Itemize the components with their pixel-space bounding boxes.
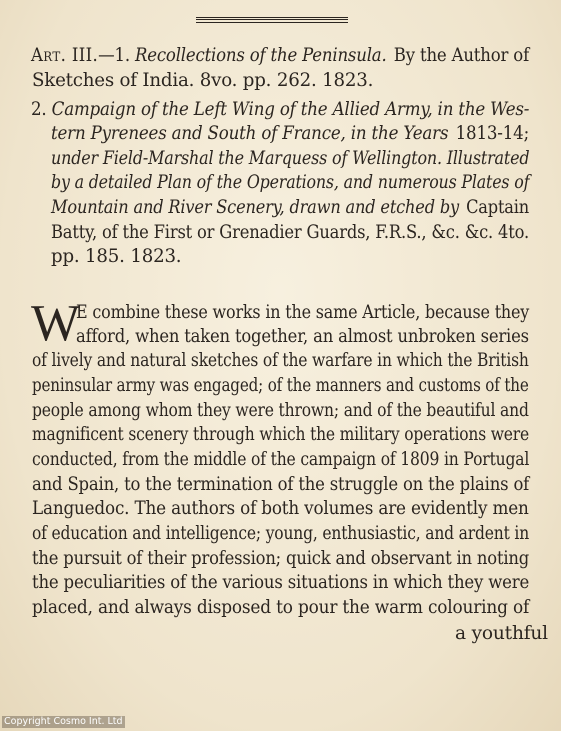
drop-cap: W [31, 295, 81, 352]
body-line-7: conducted, from the middle of the campaign of 1809 in Portugal [32, 449, 530, 470]
book2-line-5-italic: Mountain and River Scenery, drawn and etched by [51, 197, 460, 218]
book2-title-part2: tern Pyrenees and South of France, in the Years [51, 123, 449, 144]
body-line-5: people among whom they were thrown; and of the beautiful and [32, 400, 529, 421]
book2-line-1 [31, 99, 530, 120]
book1-author: By the Author of [393, 45, 529, 66]
body-line-4: peninsular army was engaged; of the manners and customs of the [32, 375, 529, 396]
body-line-3: of lively and natural sketches of the warfare in which the British [32, 350, 529, 371]
book2-line-5-roman: Captain [466, 197, 529, 218]
body-line-6: magnificent scenery through which the military operations were [32, 424, 530, 445]
body-line-12: the peculiarities of the various situations in which they were [32, 572, 530, 593]
book2-line-4: by a detailed Plan of the Operations, and numerous Plates of [51, 172, 530, 193]
body-line-13: placed, and always disposed to pour the warm colouring of [32, 597, 530, 618]
body-line-1: E combine these works in the same Article, because they [76, 302, 530, 323]
book2-line-5 [51, 199, 529, 217]
book2-line-2 [51, 125, 529, 143]
body-line-10: of education and intelligence; young, enthusiastic, and ardent in [32, 523, 530, 544]
top-rule [196, 17, 348, 23]
book2-line-6: Batty, of the First or Grenadier Guards, F.R.S., &c. &c. 4to. [51, 222, 529, 243]
body-line-2: afford, when taken together, an almost unbroken series [76, 326, 529, 347]
body-line-11: the pursuit of their profession; quick and observant in noting [32, 548, 530, 569]
book2-years: 1813-14; [455, 123, 529, 144]
body-line-8: and Spain, to the termination of the struggle on the plains of [32, 474, 530, 495]
book1-title: Recollections of the Peninsula. [134, 45, 387, 66]
book2-line-7: pp. 185. 1823. [51, 246, 182, 267]
book2-number: 2. [31, 99, 47, 120]
article-heading-line-2: Sketches of India. 8vo. pp. 262. 1823. [32, 70, 374, 91]
article-heading-line-1 [31, 47, 529, 65]
copyright-watermark: Copyright Cosmo Int. Ltd [4, 716, 123, 727]
article-label: Art. III. [31, 45, 99, 66]
book2-line-3: under Field-Marshal the Marquess of Wellington. Illustrated [51, 148, 530, 169]
catchword: a youthful [455, 623, 548, 644]
article-number: —1. [98, 45, 130, 66]
body-line-9: Languedoc. The authors of both volumes are evidently men [32, 498, 529, 519]
book2-title-part1: Campaign of the Left Wing of the Allied Army, in the Wes- [51, 99, 530, 120]
